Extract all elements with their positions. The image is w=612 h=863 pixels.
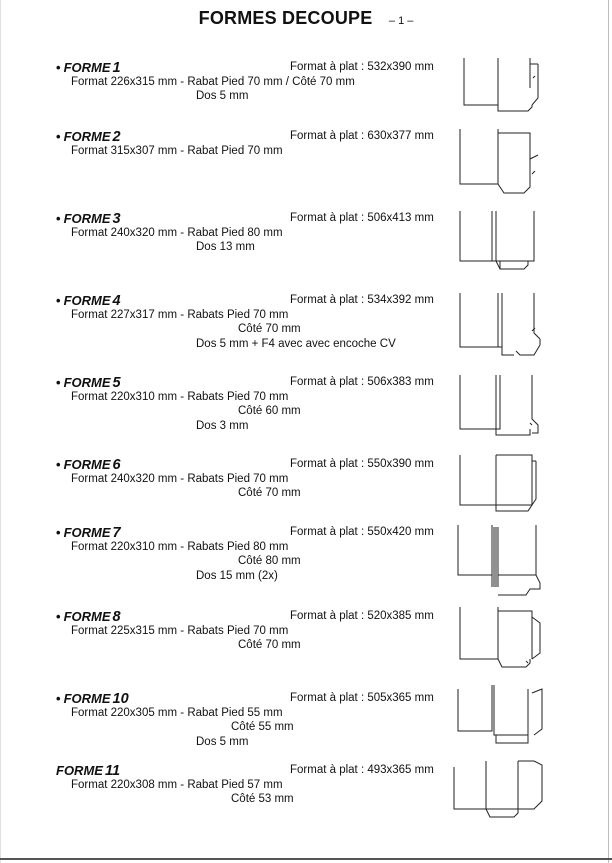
forme-entry [0, 129, 612, 199]
format-flat: Format à plat : 630x377 mm [290, 130, 434, 142]
forme-number: 6 [112, 457, 121, 473]
format-flat: Format à plat : 550x420 mm [290, 526, 434, 538]
detail-line: Dos 5 mm + F4 avec avec encoche CV [196, 338, 396, 350]
diagram-line [516, 339, 540, 355]
diagram-line [533, 76, 535, 78]
forme-number: 3 [112, 211, 121, 227]
bullet: • [56, 60, 61, 75]
format-line: Format 227x317 mm - Rabats Pied 70 mm [71, 309, 289, 321]
format-flat: Format à plat : 506x383 mm [290, 376, 434, 388]
detail-line: Côté 53 mm [231, 793, 294, 805]
detail-line: Côté 80 mm [238, 555, 301, 567]
diagram-line [494, 685, 528, 735]
detail-line: Dos 13 mm [196, 241, 255, 253]
forme-entry [0, 457, 612, 527]
format-line: Format 225x315 mm - Rabats Pied 70 mm [71, 625, 289, 637]
forme-entry [0, 691, 612, 761]
format-flat: Format à plat : 534x392 mm [290, 294, 434, 306]
diagram-line [532, 617, 540, 659]
diagram-line [464, 58, 498, 105]
diagram-line [496, 455, 532, 505]
forme-name: FORME [63, 293, 111, 308]
bullet: • [56, 293, 61, 308]
die-cut-diagram [452, 375, 542, 439]
bullet: • [56, 609, 61, 624]
diagram-line [460, 455, 496, 505]
detail-line: Dos 15 mm (2x) [196, 570, 278, 582]
page-bottom-rule [0, 858, 612, 860]
forme-number: 5 [112, 375, 121, 391]
forme-name: FORME [63, 129, 111, 144]
forme-number: 10 [112, 691, 129, 707]
diagram-line [498, 611, 532, 659]
diagram-line [486, 809, 518, 817]
diagram-line [530, 423, 532, 425]
die-cut-diagram [452, 525, 542, 595]
page-title [0, 8, 612, 29]
diagram-line [530, 155, 538, 159]
detail-line: Côté 70 mm [238, 323, 301, 335]
forme-name: FORME [56, 763, 103, 778]
format-line: Format 220x310 mm - Rabats Pied 70 mm [71, 391, 289, 403]
diagram-line [498, 659, 530, 667]
diagram-line [458, 685, 492, 731]
forme-heading [56, 293, 121, 309]
diagram-line [460, 211, 534, 261]
format-flat: Format à plat : 506x413 mm [290, 212, 434, 224]
diagram-line [496, 261, 528, 269]
forme-heading [56, 60, 121, 76]
diagram-line [460, 293, 502, 347]
forme-heading [56, 211, 121, 227]
detail-line: Côté 60 mm [238, 405, 301, 417]
forme-heading [56, 691, 129, 707]
forme-name: FORME [63, 60, 111, 75]
diagram-line [532, 64, 538, 105]
diagram-line [454, 761, 486, 809]
forme-entry [0, 60, 612, 130]
die-cut-diagram [452, 607, 542, 673]
forme-name: FORME [63, 375, 111, 390]
forme-heading [56, 129, 121, 145]
format-line: Format 220x310 mm - Rabats Pied 80 mm [71, 541, 289, 553]
diagram-line [532, 171, 535, 174]
forme-heading [56, 525, 121, 541]
format-flat: Format à plat : 532x390 mm [290, 61, 434, 73]
bullet: • [56, 525, 61, 540]
format-line: Format 240x320 mm - Rabats Pied 70 mm [71, 473, 289, 485]
forme-heading [56, 457, 121, 473]
diagram-line [498, 105, 532, 111]
document-title: FORMES DECOUPE [198, 8, 373, 28]
detail-line: Côté 70 mm [238, 639, 301, 651]
forme-entry [0, 609, 612, 679]
forme-number: 11 [104, 763, 121, 779]
forme-entry [0, 763, 612, 833]
bullet: • [56, 211, 61, 226]
die-cut-diagram [452, 129, 542, 197]
format-line: Format 220x305 mm - Rabat Pied 55 mm [71, 707, 283, 719]
bullet: • [56, 375, 61, 390]
forme-entry [0, 293, 612, 363]
diagram-line [532, 461, 536, 505]
diagram-line [496, 429, 530, 435]
detail-line: Dos 5 mm [196, 90, 249, 102]
die-cut-diagram [452, 761, 542, 827]
die-cut-diagram [452, 211, 542, 273]
forme-heading [56, 763, 120, 779]
diagram-line [534, 293, 540, 339]
forme-name: FORME [63, 211, 111, 226]
diagram-line [502, 347, 514, 355]
page-number: – 1 – [388, 15, 414, 27]
diagram-line [518, 761, 542, 809]
diagram-line [496, 505, 532, 511]
diagram-line [460, 129, 498, 184]
forme-number: 2 [112, 129, 121, 145]
forme-number: 7 [112, 525, 121, 541]
forme-name: FORME [63, 457, 111, 472]
die-cut-diagram [452, 455, 542, 513]
forme-entry [0, 211, 612, 281]
forme-entry [0, 525, 612, 595]
diagram-line [458, 525, 492, 575]
forme-name: FORME [63, 691, 111, 706]
forme-entry [0, 375, 612, 445]
forme-number: 8 [112, 609, 121, 625]
bullet: • [56, 457, 61, 472]
diagram-line [496, 735, 528, 743]
die-cut-diagram [452, 58, 542, 112]
format-flat: Format à plat : 505x365 mm [290, 692, 434, 704]
bullet: • [56, 129, 61, 144]
bullet: • [56, 691, 61, 706]
diagram-line [532, 689, 542, 735]
detail-line: Dos 5 mm [196, 736, 249, 748]
forme-number: 1 [112, 60, 121, 76]
detail-line: Côté 70 mm [238, 487, 301, 499]
diagram-line [532, 375, 538, 433]
diagram-line [498, 575, 540, 595]
die-cut-diagram [452, 685, 542, 751]
forme-heading [56, 609, 121, 625]
format-line: Format 226x315 mm - Rabat Pied 70 mm / Côté 70 mm [71, 76, 355, 88]
diagram-line [526, 661, 528, 663]
format-flat: Format à plat : 493x365 mm [290, 764, 434, 776]
format-flat: Format à plat : 550x390 mm [290, 458, 434, 470]
detail-line: Dos 3 mm [196, 420, 249, 432]
diagram-line [460, 607, 498, 659]
diagram-line [460, 375, 500, 429]
format-line: Format 240x320 mm - Rabat Pied 80 mm [71, 227, 283, 239]
diagram-line [498, 133, 530, 184]
detail-line: Côté 55 mm [231, 721, 294, 733]
forme-number: 4 [112, 293, 121, 309]
forme-heading [56, 375, 121, 391]
diagram-line [498, 184, 530, 193]
format-line: Format 315x307 mm - Rabat Pied 70 mm [71, 145, 283, 157]
forme-name: FORME [63, 525, 111, 540]
format-line: Format 220x308 mm - Rabat Pied 57 mm [71, 779, 283, 791]
die-cut-diagram [452, 293, 542, 359]
format-flat: Format à plat : 520x385 mm [290, 610, 434, 622]
forme-name: FORME [63, 609, 111, 624]
